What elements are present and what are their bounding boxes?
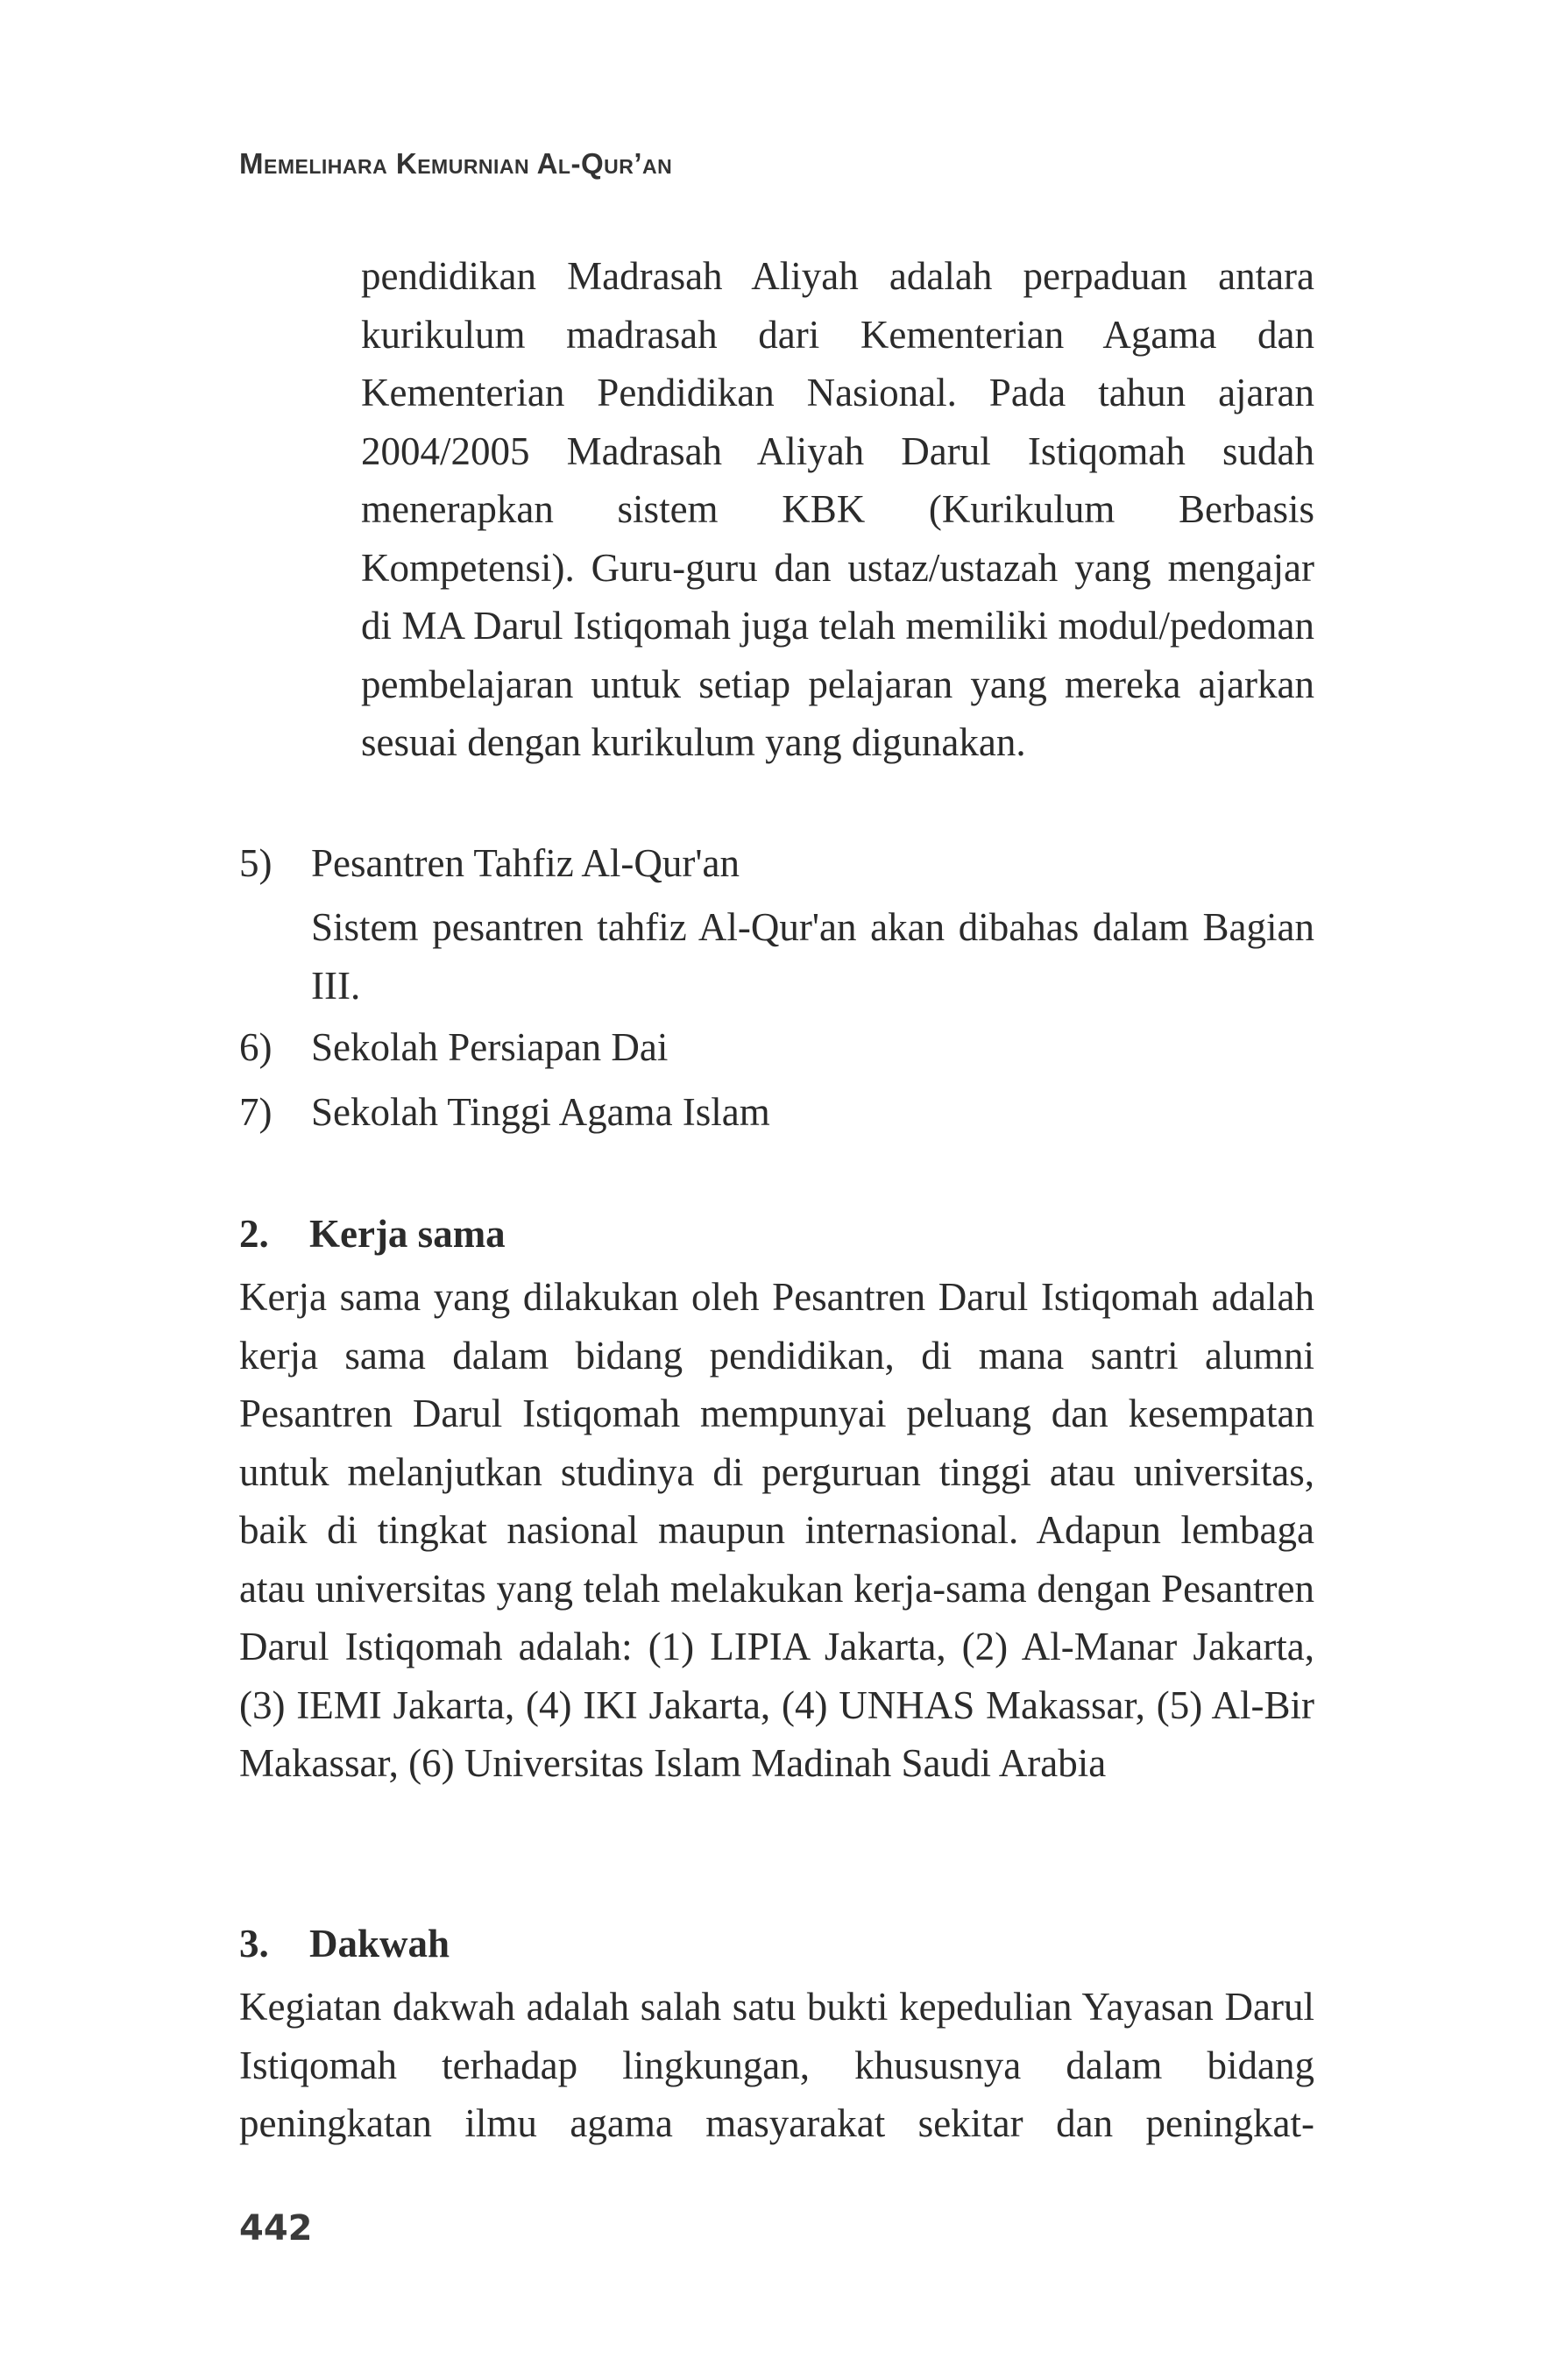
section-heading-kerja-sama — [239, 1205, 506, 1264]
list-label: Sekolah Persiapan Dai — [311, 1025, 669, 1069]
section-heading-dakwah — [239, 1915, 450, 1973]
list-label: Sekolah Tinggi Agama Islam — [311, 1090, 770, 1134]
continued-paragraph: pendidikan Madrasah Aliyah adalah perpaduan antara kurikulum madrasah dari Kementerian Agama dan Kementerian Pendidikan Nasional. Pada tahun ajaran 2004/2005 Madrasah Aliyah Darul Istiqomah sudah menerapkan sistem KBK (Kurikulum Berbasis Kompetensi). Guru-guru dan ustaz/ustazah yang mengajar di MA Darul Istiqomah juga telah memiliki modul/pedoman pembelajaran untuk setiap pelajaran yang mereka ajarkan sesuai dengan kurikulum yang digunakan. — [361, 254, 1314, 764]
list-item-description: Sistem pesantren tahfiz Al-Qur'an akan dibahas dalam Bagian III. — [311, 905, 1314, 1008]
section-body-kerja-sama: Kerja sama yang dilakukan oleh Pesantren Darul Istiqomah adalah kerja sama dalam bidang pendidikan, di mana santri alumni Pesantren Darul Istiqomah mempunyai peluang dan kesempatan untuk melanjutkan studinya di perguruan tinggi atau universitas, baik di tingkat nasional maupun internasional. Adapun lembaga atau universitas yang telah melakukan kerja-sama dengan Pesantren Darul Istiqomah adalah: (1) LIPIA Jakarta, (2) Al-Manar Jakarta, (3) IEMI Jakarta, (4) IKI Jakarta, (4) UNHAS Makassar, (5) Al-Bir Makassar, (6) Universitas Islam Madinah Saudi Arabia — [239, 1275, 1314, 1785]
section-number: 3. — [239, 1922, 269, 1966]
list-number: 7) — [239, 1090, 273, 1134]
list-number: 5) — [239, 841, 273, 885]
running-header: Memelihara Kemurnian Al-Qur’an — [239, 147, 673, 180]
list-number: 6) — [239, 1025, 273, 1069]
section-title: Dakwah — [309, 1922, 450, 1966]
page-number: 442 — [239, 2208, 313, 2249]
list-label: Pesantren Tahfiz Al-Qur'an — [311, 841, 740, 885]
section-body-dakwah: Kegiatan dakwah adalah salah satu bukti kepedulian Yayasan Darul Istiqomah terhadap lingkungan, khususnya dalam bidang peningkatan ilmu agama masyarakat sekitar dan peningkat- — [239, 1985, 1314, 2145]
section-title: Kerja sama — [309, 1212, 506, 1256]
section-number: 2. — [239, 1212, 269, 1256]
